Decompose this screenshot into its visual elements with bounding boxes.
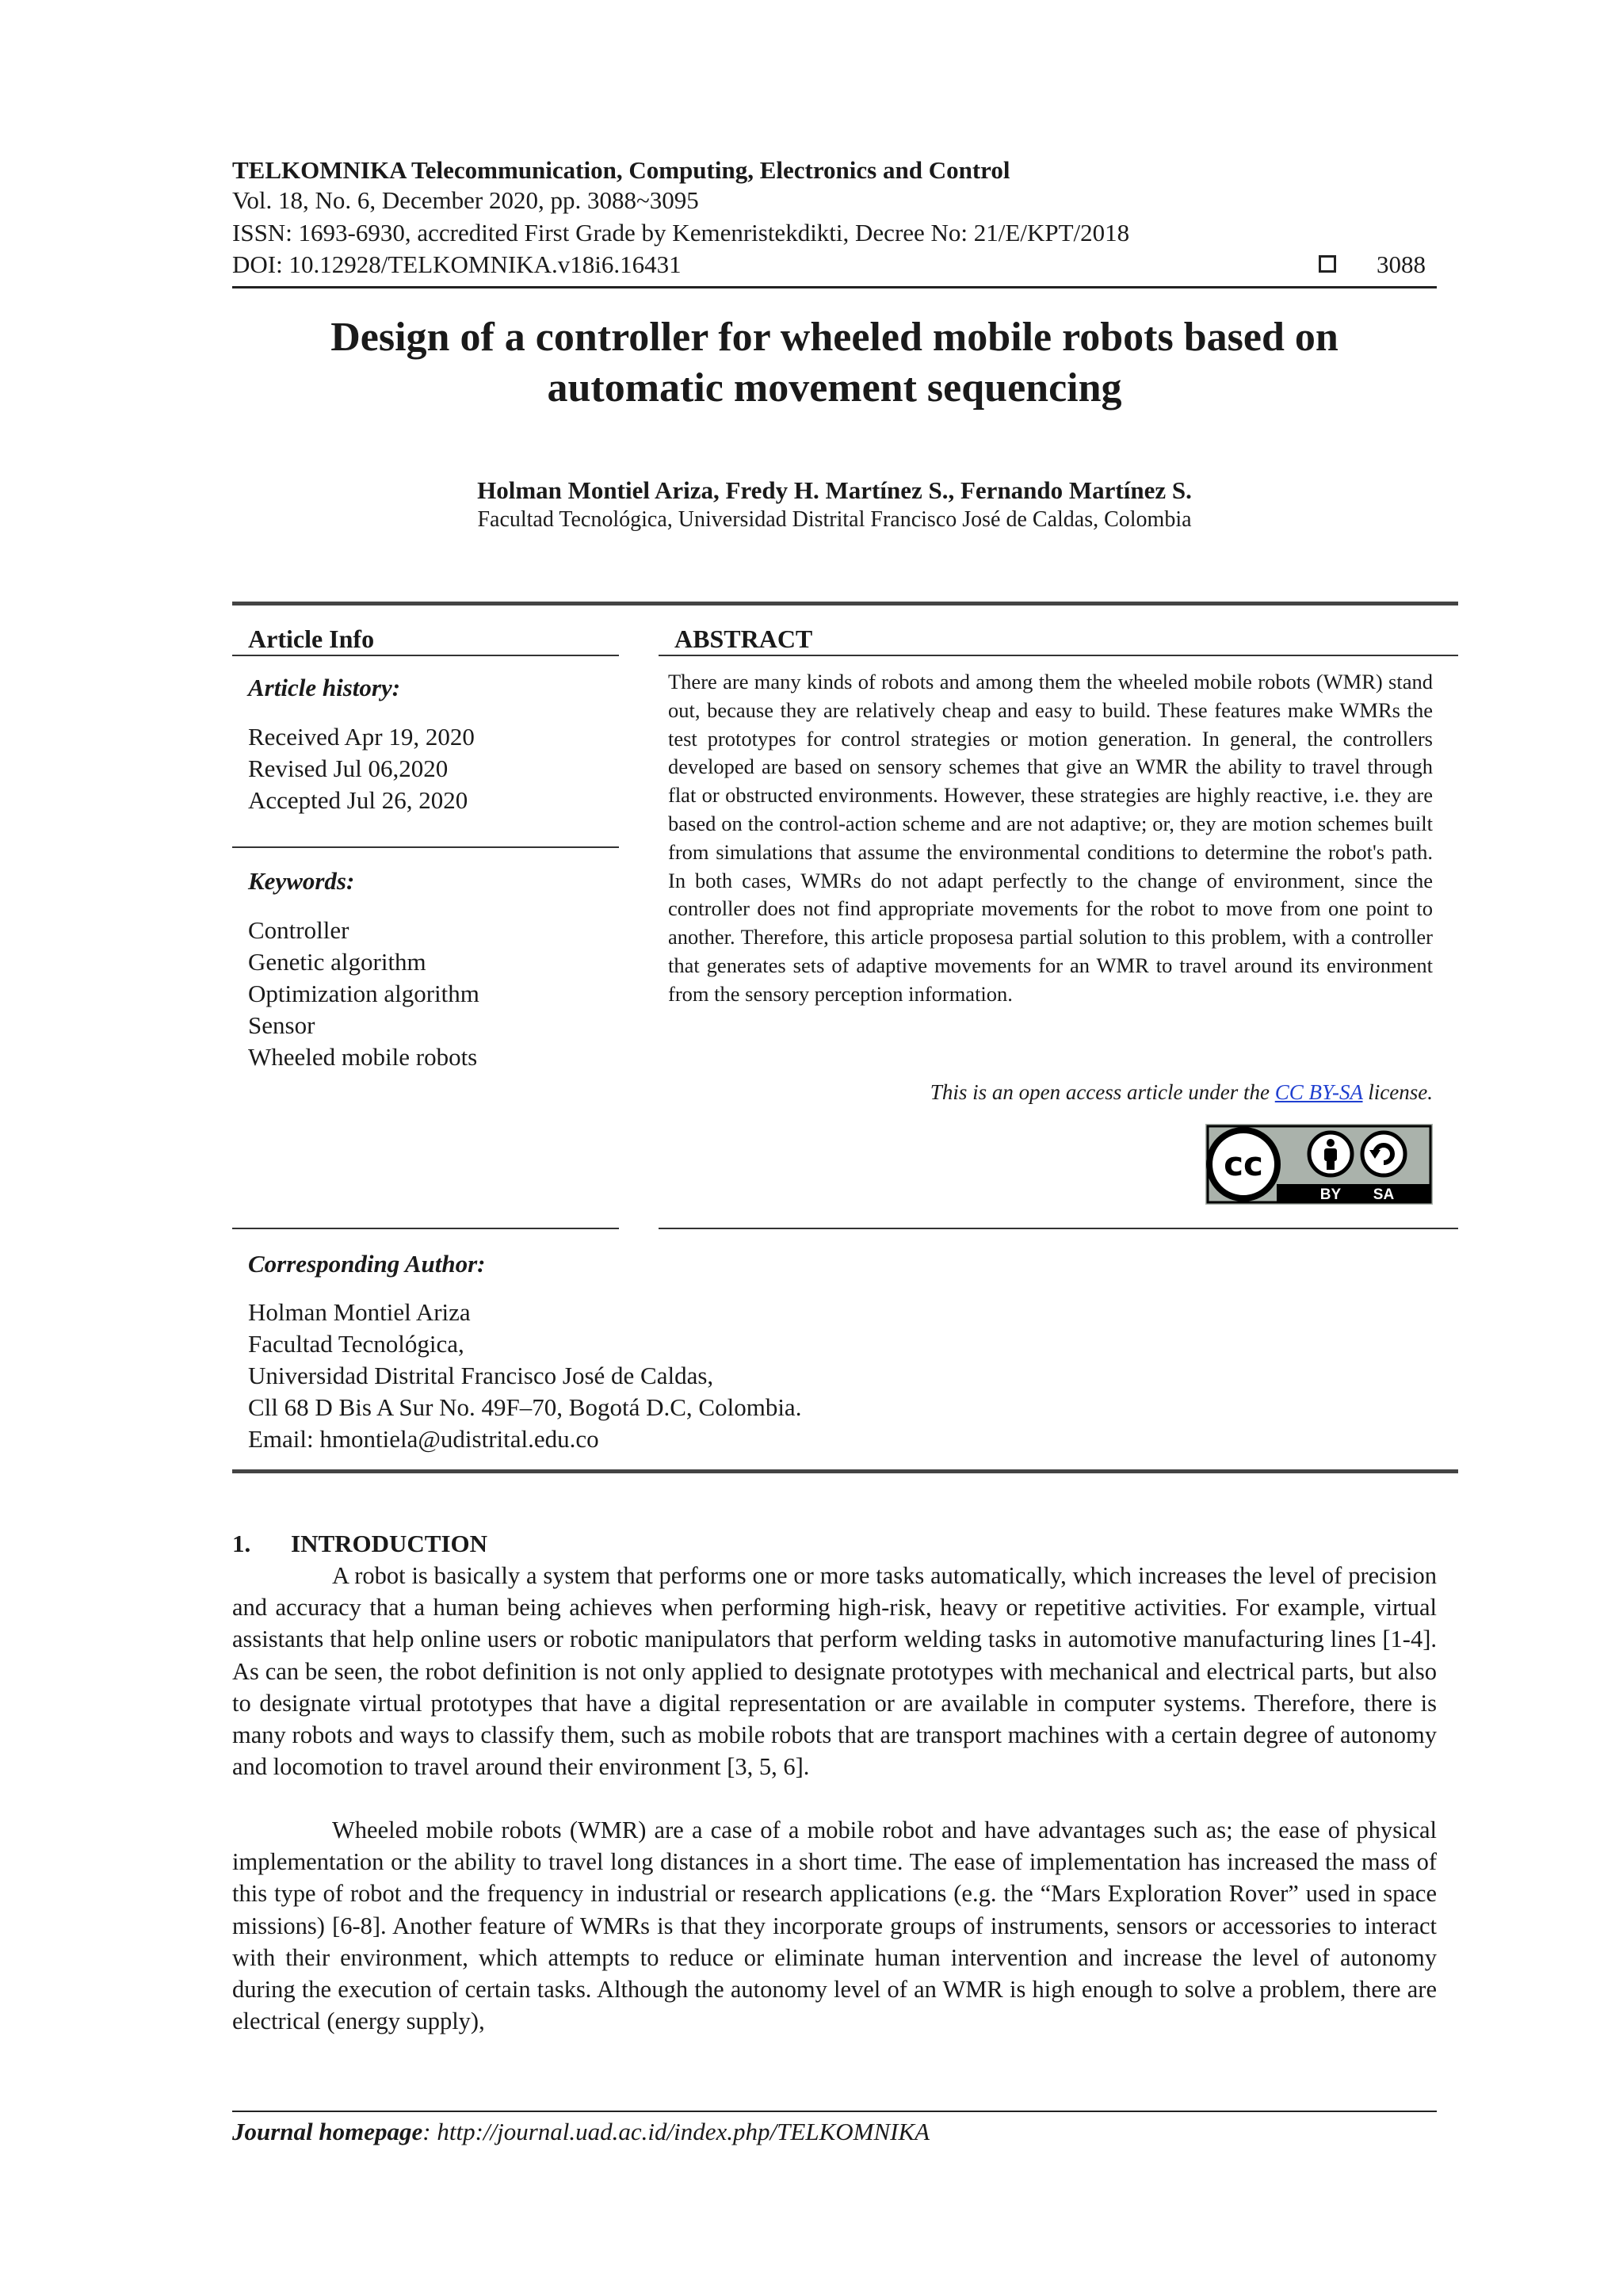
- author-name: Holman Montiel Ariza: [248, 1298, 471, 1326]
- header-divider: [232, 286, 1437, 288]
- license-suffix: license.: [1362, 1080, 1433, 1104]
- journal-name: TELKOMNIKA Telecommunication, Computing, Electronics and Control: [232, 156, 1010, 184]
- keywords-label: Keywords:: [248, 867, 355, 895]
- author-address: Cll 68 D Bis A Sur No. 49F–70, Bogotá D.C, Colombia.: [248, 1393, 802, 1421]
- badge-label-strip: [1277, 1184, 1430, 1202]
- square-bullet-icon: [1319, 255, 1336, 273]
- keyword-item: Optimization algorithm: [248, 980, 479, 1007]
- abstract-text: There are many kinds of robots and among them the wheeled mobile robots (WMR) stand out, because they are relatively cheap and easy to build. These features make WMRs the test prototypes for control strategies or motion generation. In general, the controllers developed are based on sensory schemes that give an WMR the ability to travel through flat or obstructed environments. However, these strategies are highly reactive, i.e. they are based on the control-action scheme and are not adaptive; or, they are motion schemes built from simulations that assume the environmental conditions to determine the robot's path. In both cases, WMRs do not adapt perfectly to the change of environment, since the controller does not find appropriate movements for the robot to move from one point to another. Therefore, this article proposesa partial solution to this problem, with a controller that generates sets of adaptive movements for an WMR to travel around its environment from the sensory perception information.: [668, 670, 1433, 1006]
- by-attribution-icon: [1309, 1133, 1352, 1175]
- abstract-heading: ABSTRACT: [674, 625, 813, 653]
- keyword-item: Genetic algorithm: [248, 948, 426, 976]
- keyword-item: Controller: [248, 916, 349, 944]
- corresponding-author-label: Corresponding Author:: [248, 1250, 486, 1278]
- issn-info: ISSN: 1693-6930, accredited First Grade by Kemenristekdikti, Decree No: 21/E/KPT/2018: [232, 219, 1130, 246]
- cc-by-sa-badge[interactable]: [1205, 1124, 1433, 1205]
- abstract-rule: [659, 655, 1458, 656]
- article-info-heading: Article Info: [248, 625, 375, 653]
- cc-icon: [1209, 1130, 1277, 1198]
- article-history: [248, 721, 475, 816]
- section-title: INTRODUCTION: [291, 1530, 488, 1557]
- keywords-rule: [232, 1228, 619, 1229]
- intro-paragraph-1: A robot is basically a system that performs one or more tasks automatically, which increases the level of precision and accuracy that a human being achieves when performing high-risk, heavy or repetitive activities. For example, virtual assistants that help online users or robotic manipulators that perform welding tasks in automotive manufacturing lines [1-4]. As can be seen, the robot definition is not only applied to designate prototypes with mechanical and electrical parts, but also to designate virtual prototypes that have a digital representation or are available in computer systems. Therefore, there is many robots and ways to classify them, such as mobile robots that are transport machines with a certain degree of autonomy and locomotion to travel around their environment [3, 5, 6].: [232, 1562, 1437, 1781]
- history-rule: [232, 846, 619, 848]
- info-box-top-rule: [232, 602, 1458, 606]
- paper-title: [232, 312, 1437, 414]
- journal-homepage: [232, 2116, 930, 2148]
- article-info-rule: [232, 655, 619, 656]
- corresponding-author-details: [248, 1297, 801, 1455]
- footer-divider: [232, 2111, 1437, 2112]
- revised-date: Revised Jul 06,2020: [248, 755, 449, 782]
- keyword-item: Sensor: [248, 1011, 315, 1039]
- abstract-bottom-rule: [659, 1228, 1458, 1229]
- keyword-list: [248, 915, 479, 1073]
- author-list: Holman Montiel Ariza, Fredy H. Martínez S., Fernando Martínez S.: [477, 476, 1192, 504]
- cc-glyph: cc: [1224, 1144, 1263, 1183]
- received-date: Received Apr 19, 2020: [248, 723, 475, 751]
- affiliation: Facultad Tecnológica, Universidad Distrital Francisco José de Caldas, Colombia: [477, 507, 1192, 532]
- license-prefix: This is an open access article under the: [930, 1080, 1275, 1104]
- cc-by-sa-link[interactable]: CC BY-SA: [1274, 1080, 1363, 1104]
- info-box-bottom-rule: [232, 1469, 1458, 1473]
- article-history-label: Article history:: [248, 674, 401, 701]
- homepage-label: Journal homepage: [232, 2118, 423, 2145]
- author-email: Email: hmontiela@udistrital.edu.co: [248, 1425, 599, 1453]
- homepage-url[interactable]: : http://journal.uad.ac.id/index.php/TELKOMNIKA: [422, 2118, 930, 2145]
- volume-info: Vol. 18, No. 6, December 2020, pp. 3088~3095: [232, 186, 699, 214]
- intro-paragraph-2: Wheeled mobile robots (WMR) are a case of a mobile robot and have advantages such as; the ease of physical implementation or the ability to travel long distances in a short time. The ease of implementation has increased the mass of this type of robot and the frequency in industrial or research applications (e.g. the “Mars Exploration Rover” used in space missions) [6-8]. Another feature of WMRs is that they incorporate groups of instruments, sensors or accessories to interact with their environment, which attempts to reduce or eliminate human intervention and increase the level of autonomy during the execution of certain tasks. Although the autonomy level of an WMR is high enough to solve a problem, there are electrical (energy supply),: [232, 1817, 1437, 2035]
- section-number: 1.: [232, 1530, 251, 1557]
- title-line-2: automatic movement sequencing: [547, 365, 1122, 411]
- author-university: Universidad Distrital Francisco José de Caldas,: [248, 1362, 714, 1389]
- doi-info: DOI: 10.12928/TELKOMNIKA.v18i6.16431: [232, 250, 682, 278]
- accepted-date: Accepted Jul 26, 2020: [248, 786, 468, 814]
- badge-sa-label: SA: [1373, 1186, 1395, 1203]
- badge-by-label: BY: [1319, 1186, 1342, 1203]
- section-heading-introduction: [232, 1528, 487, 1560]
- keyword-item: Wheeled mobile robots: [248, 1043, 478, 1071]
- page-number: 3088: [1377, 250, 1426, 278]
- sa-sharealike-icon: [1362, 1133, 1405, 1175]
- title-line-1: Design of a controller for wheeled mobile robots based on: [330, 315, 1338, 360]
- license-note: [668, 1078, 1433, 1106]
- author-faculty: Facultad Tecnológica,: [248, 1330, 464, 1358]
